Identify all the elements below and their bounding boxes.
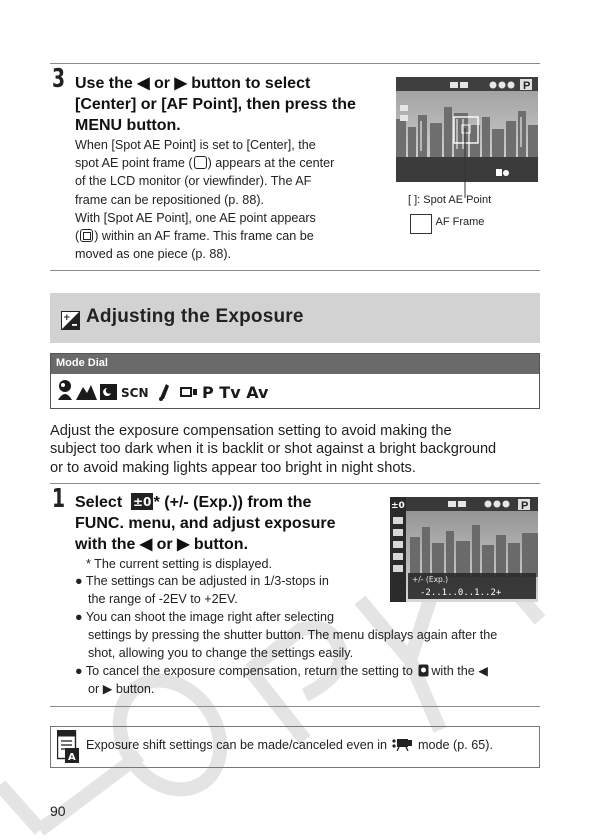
bullet-text: To cancel the exposure compensation, return the setting to <box>85 664 413 678</box>
af-frame-with-spot-icon <box>80 229 93 242</box>
step1-bottom-rule <box>50 706 540 707</box>
body-line <box>75 154 375 172</box>
spot-ae-frame-icon <box>194 156 207 169</box>
callout-leader-line <box>455 128 475 200</box>
step1-footnote: * The current setting is displayed. <box>86 557 272 571</box>
scn-mode-icon: SCN <box>121 386 149 400</box>
exposure-compensation-icon <box>61 311 80 330</box>
af-frame-legend-box <box>410 214 432 234</box>
lcd-top-setting: ±0 <box>391 501 405 511</box>
bullet-line: the range of -2EV to +2EV. <box>88 592 238 607</box>
night-scene-mode-icon <box>100 384 117 400</box>
step3-heading-line: [Center] or [AF Point], then press the <box>75 96 356 113</box>
portrait-mode-icon <box>58 380 72 400</box>
mode-icons-row <box>56 378 286 404</box>
svg-text:±0: ±0 <box>132 495 151 509</box>
step-number-1: 1 <box>52 484 66 514</box>
bullet-1 <box>75 572 375 608</box>
svg-text:+: + <box>63 313 71 323</box>
body-line: With [Spot AE Point], one AE point appears <box>75 210 316 225</box>
step3-bottom-rule <box>50 270 540 271</box>
step1-heading <box>75 492 335 555</box>
note-text <box>86 737 493 752</box>
step1-top-rule <box>50 483 540 484</box>
step1-heading-line: FUNC. menu, and adjust exposure <box>75 515 336 532</box>
lcd-exposure-menu-image <box>390 497 538 602</box>
mode-dial-label: Mode Dial <box>56 357 108 369</box>
camera-face-icon <box>418 664 429 677</box>
section-title: Adjusting the Exposure <box>86 306 304 327</box>
body-text-fragment: ) within an AF frame. This frame can be <box>94 229 314 244</box>
step-number-3: 3 <box>52 64 66 94</box>
caption-af-frame: : AF Frame <box>430 216 485 228</box>
lcd-mode-letter: P <box>523 80 531 92</box>
bullet-dot-icon: ● <box>75 664 83 678</box>
bullet-2 <box>75 608 545 663</box>
body-line: of the LCD monitor (or viewfinder). The AF <box>75 174 312 189</box>
heading-fragment: Select <box>75 494 123 511</box>
bullet-text: You can shoot the image right after selecting <box>85 610 334 624</box>
landscape-mode-icon <box>76 385 97 400</box>
body-text-fragment: spot AE point frame ( <box>75 156 193 171</box>
bullet-dot-icon: ● <box>75 610 83 624</box>
step3-body <box>75 136 375 263</box>
bullet-line: shot, allowing you to change the settings easily. <box>88 646 354 661</box>
movie-mode-icon <box>392 737 414 751</box>
body-line: When [Spot AE Point] is set to [Center], the <box>75 138 316 152</box>
memo-icon <box>57 730 81 764</box>
body-text-fragment: ) appears at the center <box>207 156 335 171</box>
lcd-mode-letter: P <box>521 500 529 512</box>
bullet-text: with the ◀ <box>431 664 488 678</box>
bullet-line <box>75 662 545 680</box>
exp-setting-icon <box>131 493 153 510</box>
step3-heading-line: Use the ◀ or ▶ button to select <box>75 75 311 92</box>
intro-line: or to avoid making lights appear too bright in night shots. <box>50 459 416 476</box>
bullet-3 <box>75 662 545 698</box>
bullet-line: settings by pressing the shutter button. The menu displays again after the <box>88 628 498 643</box>
mode-dial-header <box>51 354 539 374</box>
step1-heading-line: with the ◀ or ▶ button. <box>75 536 249 553</box>
bullet-line <box>75 608 545 626</box>
stitch-assist-mode-icon <box>159 384 169 401</box>
bullet-text: The settings can be adjusted in 1/3-stops in <box>85 574 329 588</box>
step3-heading <box>75 73 356 136</box>
bullet-line: or ▶ button. <box>88 682 155 697</box>
bullet-line <box>75 572 375 590</box>
step1-heading-line <box>75 492 335 513</box>
movie-mode-icon <box>180 387 197 397</box>
body-line <box>75 227 375 245</box>
lcd-exp-label: +/- (Exp.) <box>412 575 449 584</box>
body-text-fragment: ( <box>75 229 80 244</box>
p-tv-av-modes: P Tv Av <box>202 383 269 402</box>
svg-text:A: A <box>68 752 76 763</box>
intro-line: subject too dark when it is backlit or shot against a bright background <box>50 441 497 458</box>
body-line: moved as one piece (p. 88). <box>75 247 232 262</box>
page-number: 90 <box>50 803 66 819</box>
intro-line: Adjust the exposure compensation setting to avoid making the <box>50 423 452 439</box>
top-rule <box>50 63 540 64</box>
lcd-screenshot-exposure <box>390 497 538 602</box>
step3-heading-line: MENU button. <box>75 117 181 134</box>
lcd-exp-scale: -2..1..0..1..2+ <box>420 588 502 598</box>
note-text-fragment: mode (p. 65). <box>418 738 493 752</box>
intro-paragraph <box>50 422 550 477</box>
caption-spot-ae-point: [ ]: Spot AE Point <box>408 194 492 206</box>
heading-fragment: * (+/- (Exp.)) from the <box>153 494 312 511</box>
body-line: frame can be repositioned (p. 88). <box>75 192 265 207</box>
note-text-fragment: Exposure shift settings can be made/canceled even in <box>86 738 388 752</box>
bullet-dot-icon: ● <box>75 574 83 588</box>
